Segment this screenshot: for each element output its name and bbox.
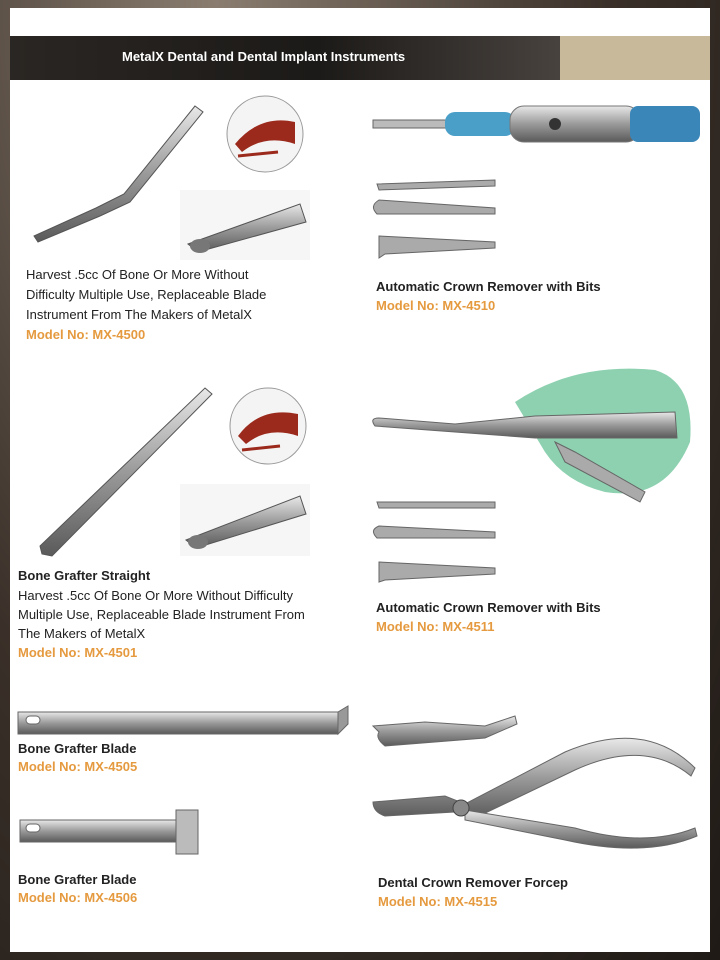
- product-description-line: Difficulty Multiple Use, Replaceable Blade: [26, 287, 267, 302]
- product-title: Automatic Crown Remover with Bits: [376, 279, 601, 294]
- product-title: Bone Grafter Straight: [18, 568, 151, 583]
- product-title: Bone Grafter Blade: [18, 872, 137, 887]
- model-number: Model No: MX-4510: [376, 298, 496, 313]
- page-title: MetalX Dental and Dental Implant Instruments: [122, 49, 406, 64]
- bone-grafter-straight-image: [20, 384, 310, 564]
- crown-remover-forcep-image: [365, 708, 705, 878]
- header-accent: [560, 36, 710, 80]
- model-number: Model No: MX-4506: [18, 890, 138, 905]
- model-number: Model No: MX-4511: [376, 619, 495, 634]
- product-title: Bone Grafter Blade: [18, 741, 137, 756]
- catalog-page: [10, 8, 710, 952]
- product-title: Automatic Crown Remover with Bits: [376, 600, 601, 615]
- product-description-line: The Makers of MetalX: [18, 626, 146, 641]
- model-number: Model No: MX-4515: [378, 894, 498, 909]
- crown-remover-glove-image: [365, 362, 700, 587]
- product-title: Dental Crown Remover Forcep: [378, 875, 568, 890]
- product-description-line: Harvest .5cc Of Bone Or More Without Difficulty: [18, 588, 294, 603]
- model-number: Model No: MX-4500: [26, 327, 146, 342]
- crown-remover-image: [365, 96, 705, 271]
- model-number: Model No: MX-4505: [18, 759, 138, 774]
- product-description-line: Harvest .5cc Of Bone Or More Without: [26, 267, 249, 282]
- bone-grafter-blade-short-image: [16, 808, 206, 858]
- model-number: Model No: MX-4501: [18, 645, 138, 660]
- product-description-line: Instrument From The Makers of MetalX: [26, 307, 252, 322]
- bone-grafter-blade-image: [14, 704, 354, 740]
- product-description-line: Multiple Use, Replaceable Blade Instrument From: [18, 607, 305, 622]
- bone-grafter-curved-image: [20, 94, 310, 274]
